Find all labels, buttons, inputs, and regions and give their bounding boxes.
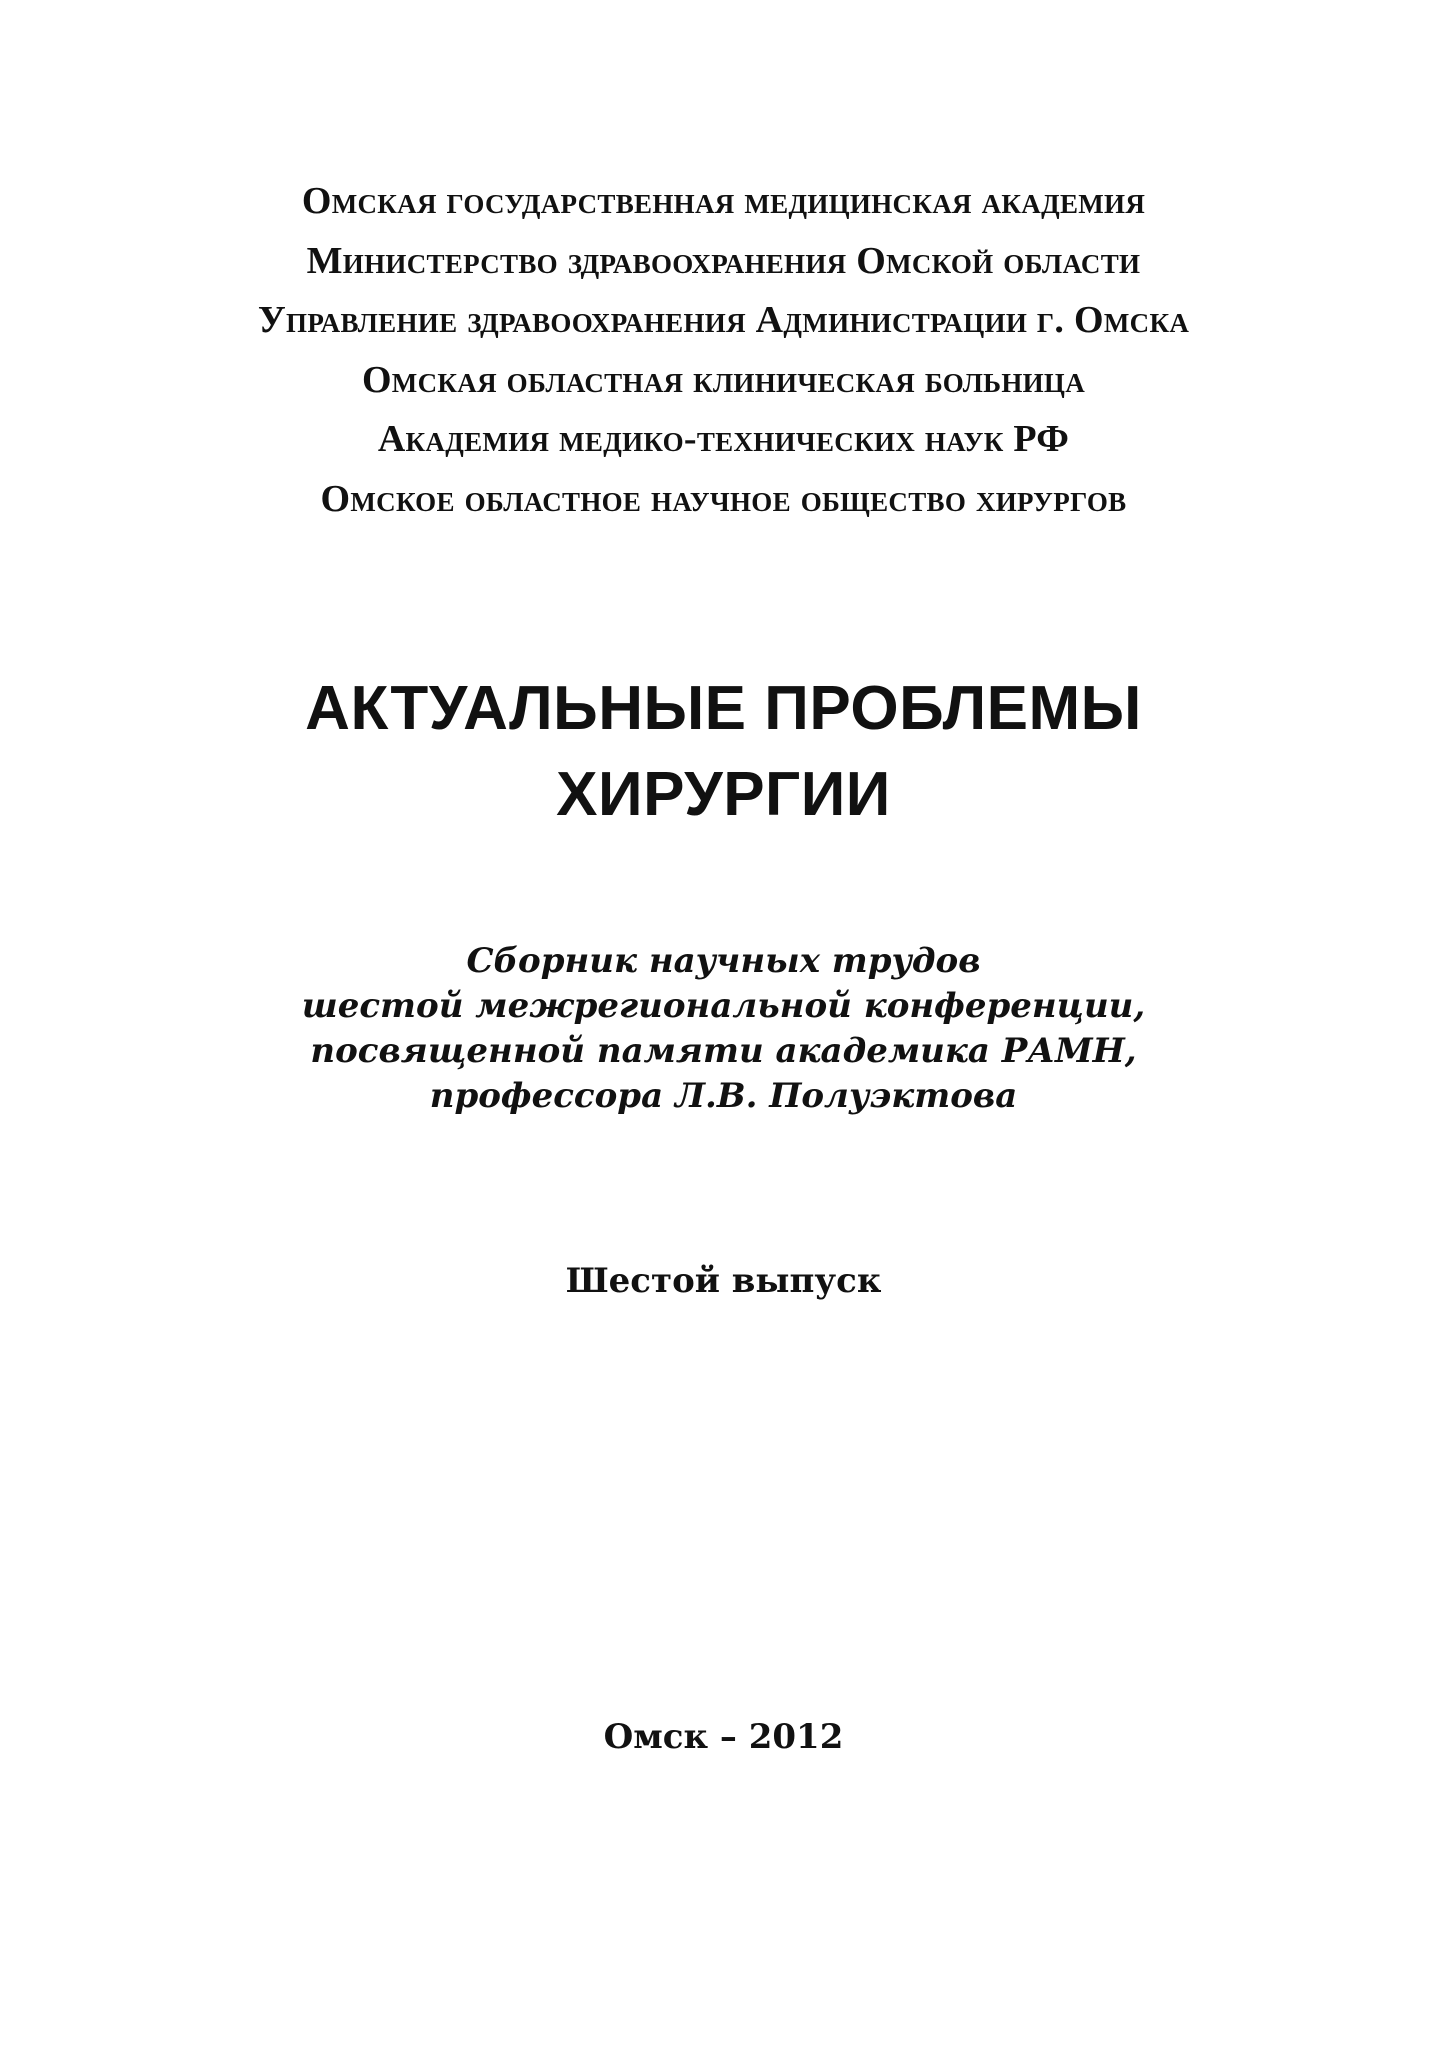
subtitle-line: посвященной памяти академика РАМН, (310, 1031, 1137, 1071)
book-title-line: ХИРУРГИИ (556, 760, 891, 829)
organizations-list (0, 172, 1447, 529)
book-title-line: АКТУАЛЬНЫЕ ПРОБЛЕМЫ (305, 674, 1142, 743)
subtitle-line: шестой межрегиональной конференции, (301, 986, 1146, 1026)
issue-number: Шестой выпуск (565, 1261, 882, 1301)
book-title (0, 666, 1447, 838)
organization-name: Академия медико-технических наук РФ (377, 418, 1070, 460)
subtitle-line: профессора Л.В. Полуэктова (429, 1076, 1018, 1116)
place-and-year: Омск – 2012 (603, 1717, 844, 1757)
organization-name: Омское областное научное общество хирургов (320, 477, 1127, 520)
organization-name: Министерство здравоохранения Омской области (306, 239, 1141, 282)
organization-name: Омская государственная медицинская академия (301, 180, 1146, 222)
book-subtitle (0, 939, 1447, 1119)
subtitle-line: Сборник научных трудов (466, 941, 981, 981)
organization-name: Управление здравоохранения Администрации г. Омска (257, 299, 1190, 341)
organization-name: Омская областная клиническая больница (361, 358, 1086, 401)
